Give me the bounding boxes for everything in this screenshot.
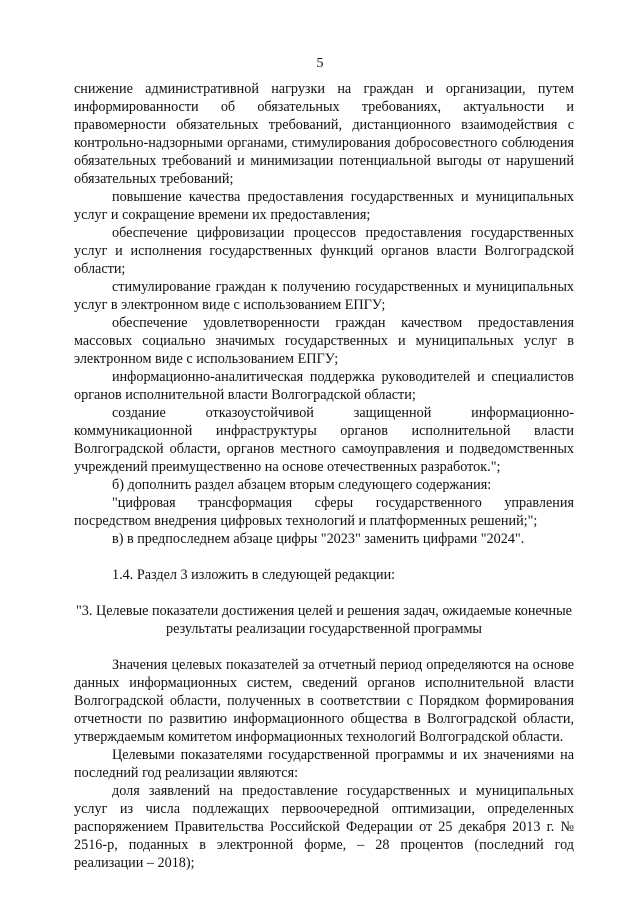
paragraph-indicator-values: Значения целевых показателей за отчетный период определяются на основе данных информационных систем, сведений органов исполнительной власти Волгоградской области, полученных в соответствии с Порядком формирования отчетности по развитию информационного общества в Волгоградской области, утверждаемым комитетом информационных технологий Волгоградской области. <box>74 657 574 745</box>
paragraph-analytics-support: информационно-аналитическая поддержка руководителей и специалистов органов исполнительной власти Волгоградской области; <box>74 369 574 403</box>
paragraph-infrastructure: создание отказоустойчивой защищенной информационно-коммуникационной инфраструктуры органов исполнительной власти Волгоградской области, органов местного самоуправления и подведомственных учреждений преимущественно на основе отечественных разработок."; <box>74 405 574 475</box>
paragraph-indicators-intro: Целевыми показателями государственной программы и их значениями на последний год реализации являются: <box>74 747 574 781</box>
paragraph-digital-transformation: "цифровая трансформация сферы государственного управления посредством внедрения цифровых технологий и платформенных решений;"; <box>74 495 574 529</box>
paragraph-item-v: в) в предпоследнем абзаце цифры "2023" заменить цифрами "2024". <box>112 531 525 547</box>
paragraph-service-quality: повышение качества предоставления государственных и муниципальных услуг и сокращение времени их предоставления; <box>74 189 574 223</box>
paragraph-admin-burden: снижение административной нагрузки на граждан и организации, путем информированности об обязательных требованиях, актуальности и правомерности обязательных требований, дистанционного взаимодействия с контрольно-надзорными органами, стимулирования добросовестного соблюдения обязательных требований и минимизации потенциальной выгоды от нарушений обязательных требований; <box>74 81 574 187</box>
paragraph-section-1-4: 1.4. Раздел 3 изложить в следующей редакции: <box>112 567 396 583</box>
page-number: 5 <box>316 56 324 71</box>
paragraph-digitalization: обеспечение цифровизации процессов предоставления государственных услуг и исполнения государственных функций органов власти Волгоградской области; <box>74 225 574 277</box>
paragraph-stimulation: стимулирование граждан к получению государственных и муниципальных услуг в электронном виде с использованием ЕПГУ; <box>74 279 574 313</box>
paragraph-share-of-applications: доля заявлений на предоставление государственных и муниципальных услуг из числа подлежащих первоочередной оптимизации, определенных распоряжением Правительства Российской Федерации от 25 декабря 2013 г. № 2516-р, поданных в электронной форме, – 28 процентов (последний год реализации – 2018); <box>74 783 574 871</box>
paragraph-satisfaction: обеспечение удовлетворенности граждан качеством предоставления массовых социально значимых государственных и муниципальных услуг в электронном виде с использованием ЕПГУ; <box>74 315 574 367</box>
paragraph-item-b: б) дополнить раздел абзацем вторым следующего содержания: <box>112 477 492 493</box>
section-3-heading: "3. Целевые показатели достижения целей и решения задач, ожидаемые конечные результаты реализации государственной программы <box>76 603 572 637</box>
document-body <box>74 80 574 872</box>
